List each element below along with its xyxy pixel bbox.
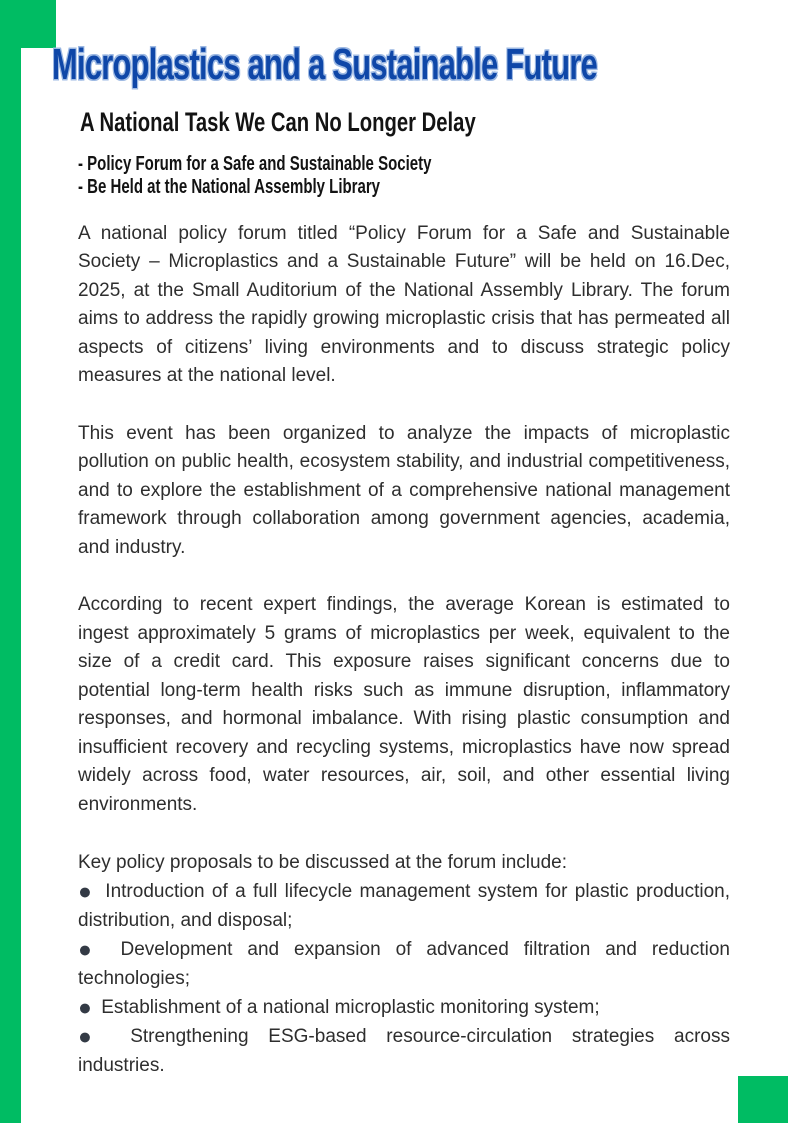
dash-line-venue: - Be Held at the National Assembly Library [78,175,381,198]
green-accent-bottom-right [738,1076,788,1123]
subtitle-dash-lines [78,153,567,199]
proposal-item-1 [78,877,730,935]
page-title: Microplastics and a Sustainable Future [52,40,598,89]
paragraph-2: This event has been organized to analyze the impacts of microplastic pollution on public health, ecosystem stability, and industrial competitiveness, and to explore the establishment of a comprehensive national management framework through collaboration among government agencies, academia, and industry. [78,422,730,558]
proposal-item-3 [78,993,730,1022]
proposal-item-2 [78,935,730,993]
proposal-text-3: Establishment of a national microplastic monitoring system; [101,997,600,1019]
bullet-dot-icon: ● [78,936,102,963]
bullet-dot-icon: ● [78,878,94,905]
content-column [52,0,730,1080]
bullet-dot-icon: ● [78,994,92,1021]
bullet-dot-icon: ● [78,1023,107,1050]
dash-line-forum: - Policy Forum for a Safe and Sustainable Society [78,152,432,175]
proposal-text-1: Introduction of a full lifecycle management system for plastic production, distribution, and disposal; [78,881,730,932]
proposal-item-4 [78,1022,730,1080]
subtitle: A National Task We Can No Longer Delay [80,107,476,138]
proposal-text-2: Development and expansion of advanced filtration and reduction technologies; [78,939,730,990]
paragraph-3: According to recent expert findings, the average Korean is estimated to ingest approximately 5 grams of microplastics per week, equivalent to the size of a credit card. This exposure raises significant concerns due to potential long-term health risks such as immune disruption, inflammatory responses, and hormonal imbalance. With rising plastic consumption and insufficient recovery and recycling systems, microplastics have now spread widely across food, water resources, air, soil, and other essential living environments. [78,594,730,815]
green-accent-left-strip [0,0,21,1123]
proposal-text-4: Strengthening ESG-based resource-circulation strategies across industries. [78,1026,730,1077]
paragraph-1: A national policy forum titled “Policy Forum for a Safe and Sustainable Society – Microplastics and a Sustainable Future” will be held on 16.Dec, 2025, at the Small Auditorium of the National Assembly Library. The forum aims to address the rapidly growing microplastic crisis that has permeated all aspects of citizens’ living environments and to discuss strategic policy measures at the national level. [78,222,730,387]
proposals-intro: Key policy proposals to be discussed at the forum include: [78,852,567,874]
